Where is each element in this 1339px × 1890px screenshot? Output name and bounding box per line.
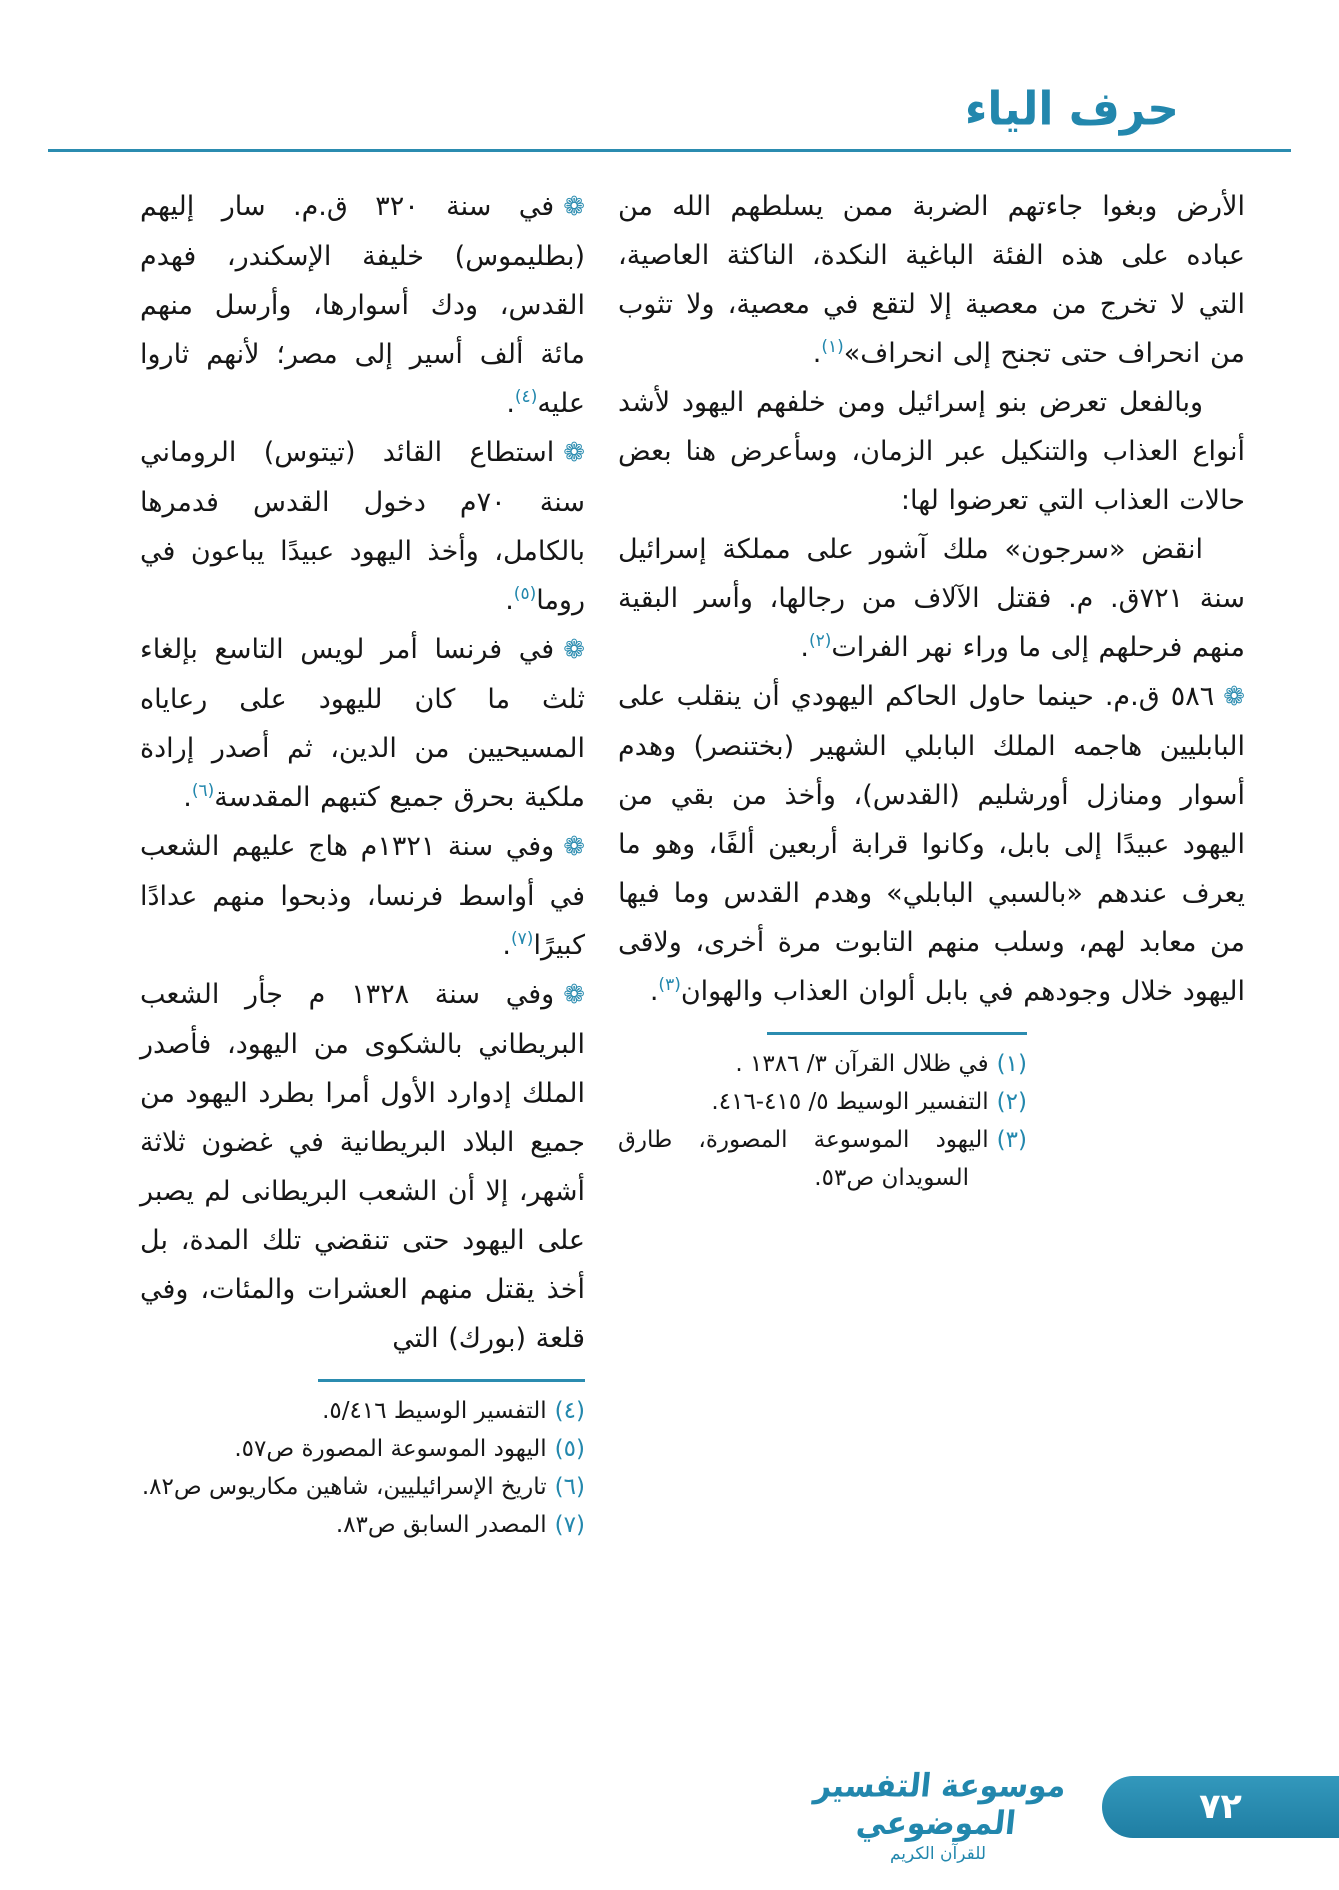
footnote-separator: [318, 1379, 585, 1382]
publisher-logo-subtitle: للقرآن الكريم: [889, 1844, 987, 1864]
paragraph-text: وبالفعل تعرض بنو إسرائيل ومن خلفهم اليهود لأشد أنواع العذاب والتنكيل عبر الزمان، وسأعرض هنا بعض حالات العذاب التي تعرضوا لها:: [618, 387, 1245, 516]
footnotes-right: [618, 1032, 1245, 1197]
paragraph: [618, 378, 1245, 525]
footnote-ref: (٤): [514, 387, 538, 407]
footnote-number: (١): [996, 1051, 1027, 1077]
page-body: [0, 152, 1339, 1544]
footnote-text: اليهود الموسوعة المصورة، طارق السويدان ص٥٣.: [618, 1127, 989, 1191]
footnote-ref: (٣): [658, 975, 681, 995]
page-number: ٧٢: [1199, 1787, 1242, 1827]
paragraph: [140, 970, 585, 1363]
column-left: [140, 182, 585, 1544]
footnote-ref: (٧): [511, 929, 534, 949]
footnote-text: المصدر السابق ص٨٣.: [335, 1512, 547, 1538]
footnote-text: في ظلال القرآن ٣/ ١٣٨٦ .: [735, 1051, 989, 1077]
paragraph: [140, 822, 585, 970]
flower-bullet-icon: ❁: [563, 832, 585, 862]
publisher-logo-title: موسوعة التفسير الموضوعي: [812, 1767, 1068, 1843]
footnote-number: (٥): [554, 1436, 585, 1462]
publisher-logo: [783, 1767, 1093, 1864]
column-right: [618, 182, 1245, 1197]
flower-bullet-icon: ❁: [563, 438, 585, 468]
page-number-badge: [1102, 1776, 1339, 1838]
footnote: [618, 1121, 1027, 1197]
footnote-list: [140, 1392, 585, 1544]
footnote: [140, 1430, 585, 1468]
paragraph: [618, 182, 1245, 378]
paragraph: [618, 672, 1245, 1016]
page-header: [0, 0, 1339, 135]
paragraph-text: في سنة ٣٢٠ ق.م. سار إليهم (بطليموس) خليفة الإسكندر، فهدم القدس، ودك أسوارها، وأرسل منهم مائة ألف أسير إلى مصر؛ لأنهم ثاروا عليه: [140, 191, 585, 419]
footnote-ref: (٥): [513, 584, 537, 604]
paragraph-tail: .: [649, 976, 659, 1007]
paragraph-text: وفي سنة ١٣٢٨ م جأر الشعب البريطاني بالشكوى من اليهود، فأصدر الملك إدوارد الأول أمرا بطرد اليهود من جميع البلاد البريطانية في غضون ثلاثة أشهر، إلا أن الشعب البريطانى لم يصبر على اليهود حتى تنقضي تلك المدة، بل أخذ يقتل منهم العشرات والمئات، وفي قلعة (بورك) التي: [140, 979, 585, 1354]
footnote: [140, 1392, 585, 1430]
footnote-text: التفسير الوسيط ٥/٤١٦.: [322, 1398, 547, 1424]
paragraph-tail: .: [506, 388, 515, 419]
footnote-number: (٧): [554, 1512, 585, 1538]
paragraph: [140, 625, 585, 822]
flower-bullet-icon: ❁: [563, 980, 585, 1010]
paragraph-text: الأرض وبغوا جاءتهم الضربة ممن يسلطهم الله من عباده على هذه الفئة الباغية النكدة، الناكثة العاصية، التي لا تخرج من معصية إلا لتقع في معصية، ولا تثوب من انحراف حتى تجنح إلى انحراف»: [618, 191, 1245, 369]
paragraph-tail: .: [812, 338, 822, 369]
footnote-list: [618, 1045, 1027, 1197]
paragraph-tail: .: [502, 930, 512, 961]
paragraph-tail: .: [505, 585, 514, 616]
footnote: [618, 1045, 1027, 1083]
flower-bullet-icon: ❁: [563, 192, 585, 222]
footnote-ref: (٦): [191, 781, 215, 801]
chapter-title: حرف الياء: [964, 82, 1179, 137]
footnote-ref: (١): [821, 337, 844, 357]
flower-bullet-icon: ❁: [563, 635, 585, 665]
footnote: [618, 1083, 1027, 1121]
flower-bullet-icon: ❁: [1223, 682, 1245, 712]
footnote-text: التفسير الوسيط ٥/ ٤١٥-٤١٦.: [711, 1089, 989, 1115]
paragraph-text: انقض «سرجون» ملك آشور على مملكة إسرائيل سنة ٧٢١ق. م. فقتل الآلاف من رجالها، وأسر البقية منهم فرحلهم إلى ما وراء نهر الفرات: [618, 534, 1245, 663]
paragraph: [140, 428, 585, 625]
footnote-separator: [767, 1032, 1027, 1035]
paragraph: [140, 182, 585, 428]
paragraph: [618, 525, 1245, 672]
footnote-number: (٦): [554, 1474, 585, 1500]
footnote: [140, 1506, 585, 1544]
paragraph-text: استطاع القائد (تيتوس) الروماني سنة ٧٠م دخول القدس فدمرها بالكامل، وأخذ اليهود عبيدًا يباعون في روما: [140, 437, 585, 616]
footnote-text: اليهود الموسوعة المصورة ص٥٧.: [234, 1436, 547, 1462]
footnotes-left: [140, 1379, 585, 1544]
footnote-number: (٣): [996, 1127, 1027, 1153]
paragraph-tail: .: [183, 782, 192, 813]
footnote-ref: (٢): [808, 631, 832, 651]
paragraph-tail: .: [800, 632, 809, 663]
footnote-text: تاريخ الإسرائيليين، شاهين مكاريوس ص٨٢.: [141, 1474, 547, 1500]
paragraph-text: في فرنسا أمر لويس التاسع بإلغاء ثلث ما كان لليهود على رعاياه المسيحيين من الدين، ثم أصدر إرادة ملكية بحرق جميع كتبهم المقدسة: [140, 634, 585, 813]
footnote: [140, 1468, 585, 1506]
footnote-number: (٤): [554, 1398, 585, 1424]
paragraph-text: وفي سنة ١٣٢١م هاج عليهم الشعب في أواسط فرنسا، وذبحوا منهم عدادًا كبيرًا: [140, 831, 585, 961]
footnote-number: (٢): [996, 1089, 1027, 1115]
paragraph-text: ٥٨٦ ق.م. حينما حاول الحاكم اليهودي أن ينقلب على البابليين هاجمه الملك البابلي الشهير (بختنصر) وهدم أسوار ومنازل أورشليم (القدس)، وأخذ من بقي من اليهود عبيدًا إلى بابل، وكانوا قرابة أربعين ألفًا، وهو ما يعرف عندهم «بالسبي البابلي» وهدم القدس وما فيها من معابد لهم، وسلب منهم التابوت مرة أخرى، ولاقى اليهود خلال وجودهم في بابل ألوان العذاب والهوان: [618, 681, 1245, 1007]
